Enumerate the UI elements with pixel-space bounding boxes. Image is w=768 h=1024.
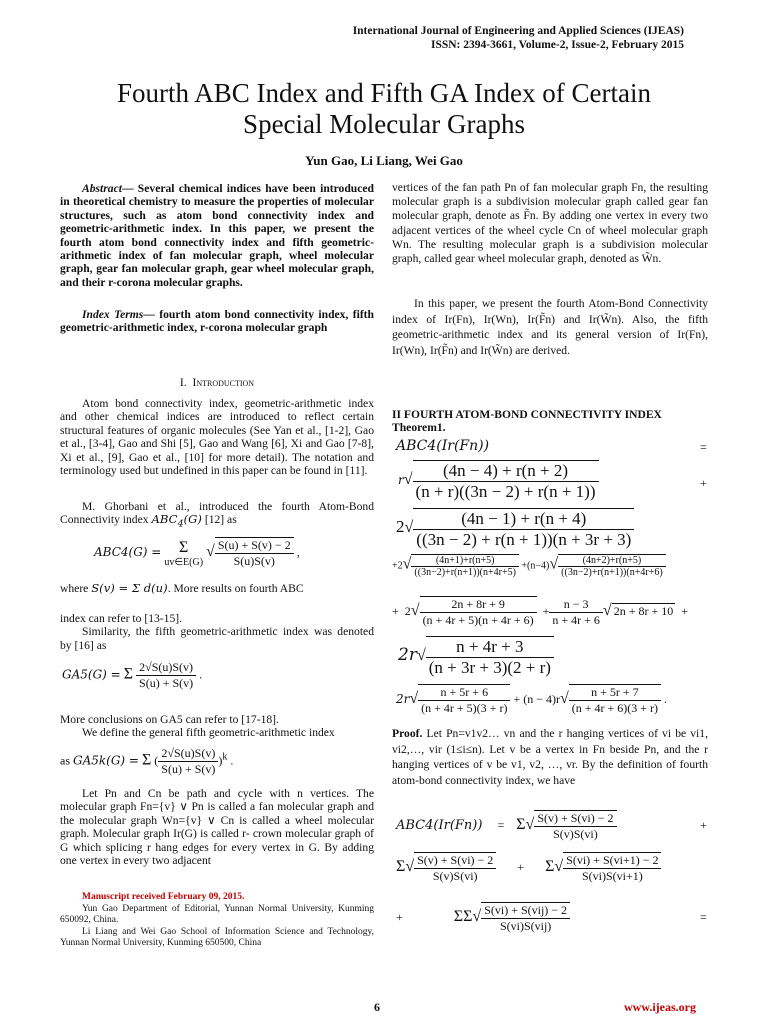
intro-text-4: Similarity, the fifth geometric-arithmetic index was denoted by [16] as bbox=[60, 625, 374, 652]
ga5-num: 2√S(u)S(v) bbox=[136, 660, 196, 676]
paper-title-line2: Special Molecular Graphs bbox=[243, 109, 525, 139]
ga5-den: S(u) + S(v) bbox=[139, 676, 194, 690]
proof-term2-den: S(v)S(vi) bbox=[432, 869, 478, 883]
right-paragraph-2 bbox=[392, 296, 708, 358]
intro-text-1: Atom bond connectivity index, geometric-arithmetic index and other chemical indices are introduced to reflect certain structural features of organic molecules (See Yan et al., [1-2], Gao et al., [3-4], Gao and Shi [5], Gao and Wang [6], Xi and Gao [7-8], Xi et al., [9], Gao et al., [10] for more detail). The notation and terminology used but undefined in this paper can be found in [11]. bbox=[60, 397, 374, 478]
theorem-lhs bbox=[396, 438, 489, 454]
where-text: . More results on fourth ABC bbox=[167, 582, 304, 595]
abstract bbox=[60, 182, 374, 289]
theorem-label: Theorem1. bbox=[392, 421, 446, 435]
proof-eq-2: Σ√ $\frac{S(v) + S(vi) - 2}{S(v)S(vi)}$ + Σ√ $\frac{S(vi) + S(vi+1) - 2}{S(vi)S(vi+1)}$ bbox=[396, 852, 661, 884]
term4b-den: n + 4r + 6 bbox=[552, 612, 600, 627]
term1-num: (4n − 4) + r(n + 2) bbox=[413, 460, 599, 482]
theorem-term-1: r√ $\frac{(4n - 4) + r(n + 2)}{(n + r)((3n - 2) + r(n + 1))}$ bbox=[398, 460, 599, 502]
section2-title: II FOURTH ATOM-BOND CONNECTIVITY INDEX bbox=[392, 408, 662, 421]
website-link[interactable]: www.ijeas.org bbox=[624, 1000, 696, 1014]
abc4-lhs: ABC4(G) = bbox=[94, 544, 162, 559]
footnote-2: Li Liang and Wei Gao School of Information Science and Technology, Yunnan Normal University, Kunming 650500, China bbox=[60, 926, 374, 948]
term4b-sqrt: 2n + 8r + 10 bbox=[613, 603, 674, 618]
term3a-den: ((3n−2)+r(n+1))(n+4r+5) bbox=[414, 567, 516, 578]
ga5k-den: S(u) + S(v) bbox=[161, 762, 216, 776]
theorem-lhs-text: ABC4(Ir(Fn)) bbox=[396, 438, 490, 454]
right-paragraph-1 bbox=[392, 181, 708, 266]
theorem-term-3: +2√ $\frac{(4n+1)+r(n+5)}{((3n-2)+r(n+1))(n+4r+5)}$ +(n−4)√ $\frac{(4n+2)+r(n+5)}{((3n-2)+r(n+1))(n+4r+6)}$ bbox=[392, 554, 666, 578]
term1-den: (n + r)((3n − 2) + r(n + 1)) bbox=[415, 482, 596, 501]
intro-paragraph-1 bbox=[60, 397, 374, 477]
index-terms-label: Index Terms bbox=[82, 308, 144, 321]
proof-term4-num: S(vi) + S(vij) − 2 bbox=[481, 902, 570, 919]
index-terms bbox=[60, 308, 374, 335]
where-expr: S(v) = Σ d(u) bbox=[91, 581, 168, 595]
proof-lhs: ABC4(Ir(Fn)) bbox=[396, 817, 483, 833]
theorem-term-6: 2r√ $\frac{n + 5r + 6}{(n + 4r + 5)(3 + r)}$ + (n − 4)r√ $\frac{n + 5r + 7}{(n + 4r + 6)(3 + r)}$ . bbox=[396, 685, 668, 715]
ga5k-formula: as GA5k(G) = Σ ( $\frac{2√S(u)S(v)}{S(u) + S(v)}$ )$^k$ . bbox=[60, 746, 234, 776]
term3b-den: ((3n−2)+r(n+1))(n+4r+6) bbox=[561, 567, 663, 578]
right-text-1: vertices of the fan path Pn of fan molecular graph Fn, the resulting molecular graph is a subdivision molecular graph called gear fan molecular graph, denote as F̃n. By adding one vertex in every two adjacent vertices of the wheel cycle Cn of wheel molecular graph Wn. The resulting molecular graph is a subdivision molecular graph, called gear wheel molecular graph, denoted as W̃n. bbox=[392, 181, 708, 266]
term3b-coef: +(n−4) bbox=[521, 560, 550, 572]
journal-issn: ISSN: 2394-3661, Volume-2, Issue-2, February 2015 bbox=[430, 39, 684, 51]
footnotes bbox=[60, 892, 374, 950]
proof-term4-den: S(vi)S(vij) bbox=[499, 919, 552, 933]
term6b-den: (n + 4r + 6)(3 + r) bbox=[571, 701, 659, 715]
term4a-den: (n + 4r + 5)(n + 4r + 6) bbox=[422, 613, 534, 627]
ga5-formula: GA5(G) = Σ $\frac{2√S(u)S(v)}{S(u) + S(v)}$ . bbox=[62, 660, 203, 690]
term6b-coef: + (n − 4)r bbox=[513, 691, 560, 706]
theorem-equals: = bbox=[700, 440, 707, 454]
ga5k-num: 2√S(u)S(v) bbox=[158, 746, 218, 762]
as-word: as bbox=[60, 753, 70, 768]
term5-num: n + 4r + 3 bbox=[426, 636, 554, 658]
term6a-num: n + 5r + 6 bbox=[418, 684, 510, 701]
proof-term1-den: S(v)S(vi) bbox=[553, 827, 598, 841]
sum-symbol: Σ uv∈E(G) bbox=[164, 538, 204, 568]
proof-paragraph bbox=[392, 726, 708, 788]
term6b-num: n + 5r + 7 bbox=[569, 684, 661, 701]
section1-heading bbox=[60, 376, 374, 389]
intro-paragraph-4 bbox=[60, 713, 374, 740]
sum-sub: uv∈E(G) bbox=[164, 556, 204, 568]
proof-equals: = bbox=[700, 910, 707, 924]
proof-term3-den: S(vi)S(vi+1) bbox=[581, 869, 643, 883]
proof-eq-1: ABC4(Ir(Fn)) = Σ√ $\frac{S(v) + S(vi) - 2}{S(v)S(vi)}$ bbox=[396, 810, 617, 842]
intro-paragraph-2 bbox=[60, 500, 374, 531]
term3a-num: (4n+1)+r(n+5) bbox=[411, 554, 519, 567]
where-word: where bbox=[60, 582, 89, 595]
term4a-num: 2n + 8r + 9 bbox=[420, 596, 537, 613]
footnote-1: Yun Gao Department of Editorial, Yunnan Normal University, Kunming 650092, China. bbox=[60, 903, 374, 925]
term3b-num: (4n+2)+r(n+5) bbox=[558, 554, 666, 567]
term5-den: (n + 3r + 3)(2 + r) bbox=[428, 658, 551, 677]
proof-term3-num: S(vi) + S(vi+1) − 2 bbox=[563, 852, 661, 869]
proof-term2-num: S(v) + S(vi) − 2 bbox=[414, 852, 496, 869]
term4b-num: n − 3 bbox=[549, 597, 603, 613]
plus-1: + bbox=[700, 476, 707, 490]
theorem-term-5: 2r√ $\frac{n + 4r + 3}{(n + 3r + 3)(2 + r)}$ bbox=[398, 636, 554, 678]
intro-text-5: More conclusions on GA5 can refer to [17-18]. bbox=[60, 713, 279, 726]
right-text-2: In this paper, we present the fourth Atom-Bond Connectivity index of Ir(Fn), Ir(Wn), Ir(F̃n) and Ir(W̃n). Also, the fifth geometric-arithmetic index and its general version of Ir(Fn), Ir(Wn), Ir(F̃n) and Ir(W̃n) are derived. bbox=[392, 297, 708, 357]
intro-text-7: Let Pn and Cn be path and cycle with n vertices. The molecular graph Fn={v} ∨ Pn is called a fan molecular graph and the molecular graph Wn={v} ∨ Cn is called a wheel molecular graph. Molecular graph Ir(G) is called r- crown molecular graph of G which splicing r hang edges for every vertex in G. By adding one vertex in every two adjacent bbox=[60, 787, 374, 868]
intro-paragraph-5 bbox=[60, 787, 374, 867]
ga5k-lhs: GA5k(G) = bbox=[73, 753, 139, 768]
intro-text-6: We define the general fifth geometric-arithmetic index bbox=[82, 726, 335, 740]
section1-number: I. bbox=[179, 376, 187, 389]
term2-den: ((3n − 2) + r(n + 1))(n + 3r + 3) bbox=[416, 530, 632, 549]
journal-name: International Journal of Engineering and Applied Sciences (IJEAS) bbox=[352, 25, 684, 37]
theorem-term-4: + 2√ $\frac{2n + 8r + 9}{(n + 4r + 5)(n + 4r + 6)}$ + $\frac{n - 3}{n + 4r + 6}$ √ 2n + 8r + 10 + bbox=[392, 596, 689, 627]
section1-title: Introduction bbox=[192, 376, 255, 389]
abc4-num: S(u) + S(v) − 2 bbox=[215, 537, 294, 554]
abstract-text: — Several chemical indices have been introduced in theoretical chemistry to measure the properties of molecular structures, such as atom bond connectivity index and geometric-arithmetic index. In this paper, we present the fourth atom bond connectivity index and fifth geometric-arithmetic index of fan molecular graph, wheel molecular graph, gear fan molecular graph, gear wheel molecular graph, and their r-corona molecular graphs. bbox=[60, 182, 374, 289]
intro-text-2b: [12] as bbox=[204, 513, 237, 527]
index-terms-text: — fourth atom bond connectivity index, fifth geometric-arithmetic index, r-corona molecular graph bbox=[60, 308, 374, 335]
intro-paragraph-3 bbox=[60, 612, 374, 652]
abc4-formula: ABC4(G) = Σ uv∈E(G) √ $\frac{S(u) + S(v) - 2}{S(u)S(v)}$ , bbox=[94, 538, 300, 568]
authors: Yun Gao, Li Liang, Wei Gao bbox=[305, 153, 463, 168]
proof-eq-3: + ΣΣ√ $\frac{\text{S(vi) + S(vij) − 2}}{\text{S(vi)S(vij)}}$ bbox=[396, 902, 570, 934]
abstract-label: Abstract bbox=[82, 182, 122, 195]
paper-title-line1: Fourth ABC Index and Fifth GA Index of Certain bbox=[117, 78, 651, 108]
proof-term1-num: S(v) + S(vi) − 2 bbox=[534, 810, 616, 827]
intro-text-2a: M. Ghorbani et al., introduced the fourth Atom-Bond Connectivity index bbox=[60, 500, 374, 527]
term6a-den: (n + 4r + 5)(3 + r) bbox=[421, 701, 508, 715]
section2-heading bbox=[392, 408, 708, 435]
abc4-symbol: $ABC_4(G)$ bbox=[151, 512, 202, 530]
theorem-term-2: 2√ $\frac{(4n - 1) + r(n + 4)}{((3n - 2) + r(n + 1))(n + 3r + 3)}$ bbox=[396, 508, 634, 550]
intro-text-3: index can refer to [13-15]. bbox=[60, 612, 183, 625]
manuscript-received: Manuscript received February 09, 2015. bbox=[82, 892, 245, 902]
page-number: 6 bbox=[374, 1000, 380, 1014]
term2-num: (4n − 1) + r(n + 4) bbox=[413, 508, 634, 530]
proof-label: Proof. bbox=[392, 727, 423, 740]
ga5-lhs: GA5(G) = bbox=[62, 667, 121, 682]
where-line bbox=[60, 582, 374, 595]
abc4-den: S(u)S(v) bbox=[233, 554, 275, 568]
proof-text: Let Pn=v1v2… vn and the r hanging vertices of vi be vi1, vi2,…, vir (1≤i≤n). Let v be a vertex in Fn beside Pn, and the r hanging vertices of v be v1, v2, …, vr. By the definition of fourth atom-bond connectivity index, we have bbox=[392, 727, 708, 787]
plus-2: + bbox=[700, 818, 707, 832]
